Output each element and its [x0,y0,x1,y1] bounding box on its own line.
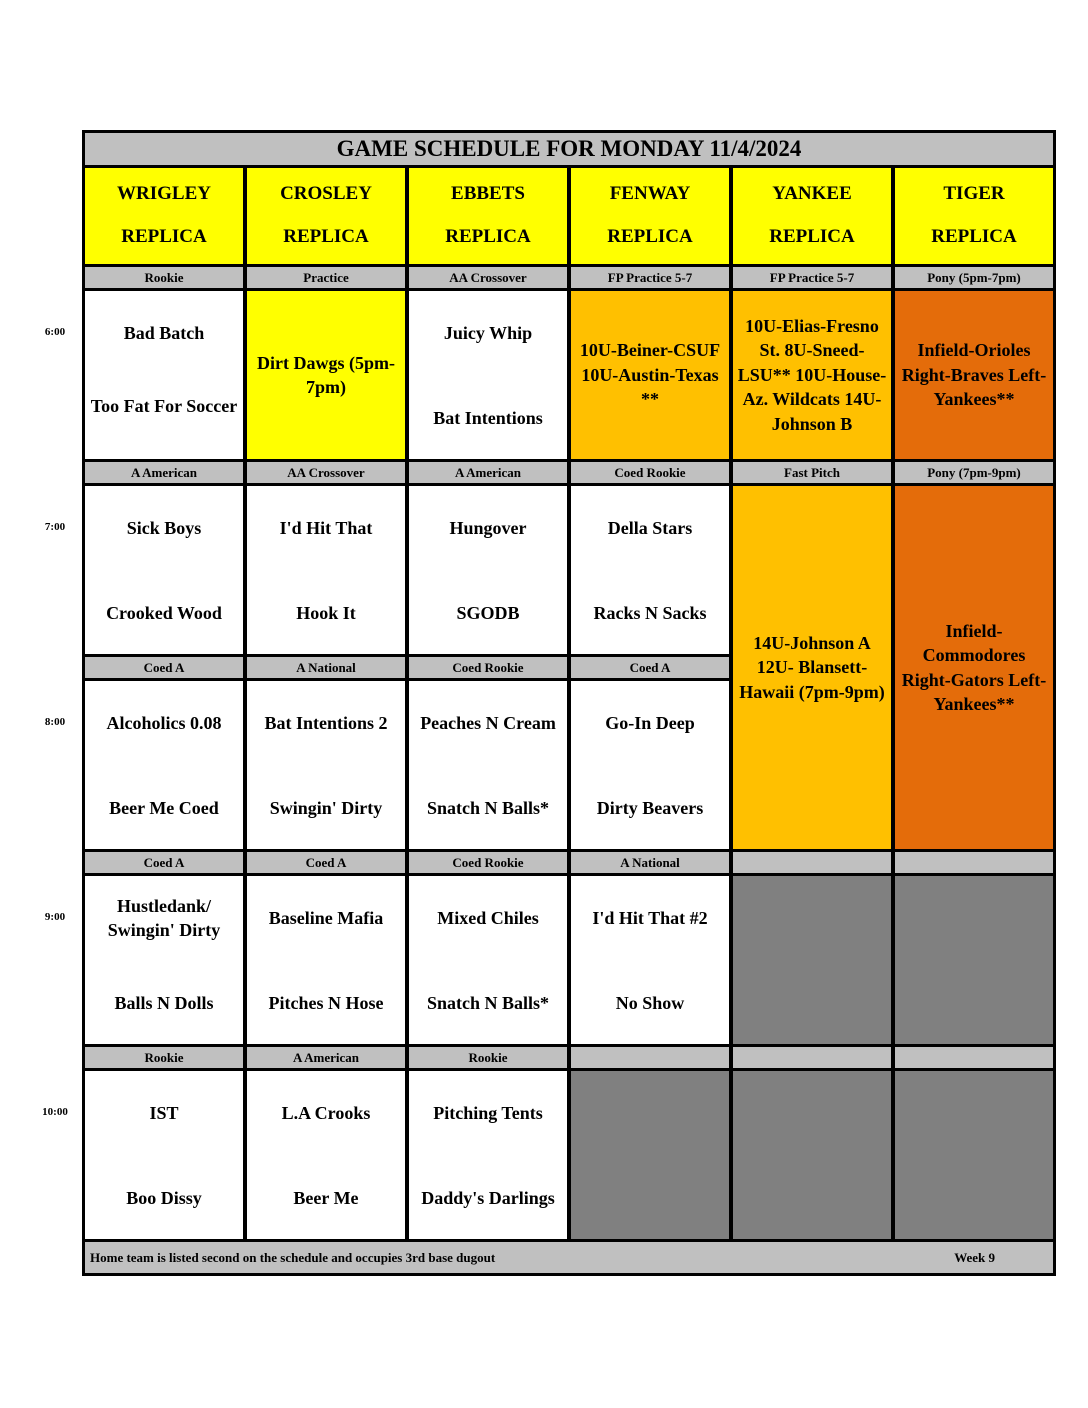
game-cell [571,681,729,849]
home-team: Daddy's Darlings [421,1188,555,1208]
division-label: Coed A [85,852,243,873]
game-cell [409,486,567,654]
practice-cell: Dirt Dawgs (5pm-7pm) [247,291,405,459]
division-label-empty [733,852,891,873]
time-label: 8:00 [44,716,66,728]
venue-header-tiger [895,168,1053,264]
away-team: Della Stars [607,518,693,538]
home-team: Crooked Wood [106,603,222,623]
venue-sub: REPLICA [121,225,207,247]
game-cell [571,486,729,654]
division-label: Rookie [85,267,243,288]
away-team: Pitching Tents [433,1103,543,1123]
division-label: Rookie [409,1047,567,1068]
home-team: Beer Me [293,1188,359,1208]
division-label: A National [571,852,729,873]
venue-sub: REPLICA [931,225,1017,247]
venue-name: EBBETS [451,182,525,204]
pony-cell: Infield-Commodores Right-Gators Left-Yankees** [895,486,1053,849]
unavailable-cell [895,1071,1053,1239]
division-label: FP Practice 5-7 [733,267,891,288]
fastpitch-practice-cell: 10U-Elias-Fresno St. 8U-Sneed-LSU** 10U-House-Az. Wildcats 14U-Johnson B [733,291,891,459]
week-label: Week 9 [954,1249,995,1265]
division-label: Rookie [85,1047,243,1068]
home-team: No Show [615,993,685,1013]
venue-header-fenway [571,168,729,264]
away-team: Bad Batch [123,323,205,343]
venue-name: CROSLEY [280,182,372,204]
away-team: IST [149,1103,179,1123]
game-cell [85,1071,243,1239]
division-label-empty [733,1047,891,1068]
game-cell [247,681,405,849]
home-team: Bat Intentions [433,408,543,428]
game-cell [409,876,567,1044]
division-label: Pony (7pm-9pm) [895,462,1053,483]
division-label: A American [409,462,567,483]
home-team: Balls N Dolls [114,993,214,1013]
venue-sub: REPLICA [283,225,369,247]
venue-header-yankee [733,168,891,264]
division-label: AA Crossover [409,267,567,288]
home-team: Racks N Sacks [593,603,707,623]
away-team: I'd Hit That [279,518,373,538]
division-label-empty [895,852,1053,873]
division-label: AA Crossover [247,462,405,483]
division-label: A American [85,462,243,483]
away-team: Juicy Whip [443,323,533,343]
game-cell [247,1071,405,1239]
venue-sub: REPLICA [445,225,531,247]
home-team: Too Fat For Soccer [90,396,238,416]
home-team: Pitches N Hose [268,993,384,1013]
time-label: 7:00 [44,521,66,533]
away-team: Peaches N Cream [420,713,556,733]
away-team: Hungover [449,518,527,538]
venue-sub: REPLICA [769,225,855,247]
unavailable-cell [733,1071,891,1239]
home-team: Dirty Beavers [596,798,704,818]
division-label: Pony (5pm-7pm) [895,267,1053,288]
division-label-empty [895,1047,1053,1068]
schedule-table [82,130,1056,1276]
away-team: I'd Hit That #2 [592,908,708,928]
game-cell [85,486,243,654]
game-cell [247,486,405,654]
division-label: Coed A [571,657,729,678]
home-team: Swingin' Dirty [269,798,383,818]
division-label: Coed Rookie [571,462,729,483]
away-team: Baseline Mafia [268,908,384,928]
time-label: 10:00 [42,1106,68,1118]
away-team: Go-In Deep [605,713,695,733]
division-label: FP Practice 5-7 [571,267,729,288]
division-label: Coed Rookie [409,657,567,678]
venue-name: TIGER [943,182,1005,204]
time-label: 9:00 [44,911,66,923]
game-cell [85,681,243,849]
home-team: Boo Dissy [126,1188,202,1208]
division-label: A National [247,657,405,678]
game-cell [85,876,243,1044]
unavailable-cell [571,1071,729,1239]
division-label: Practice [247,267,405,288]
division-label: Coed A [85,657,243,678]
pony-cell: Infield-Orioles Right-Braves Left-Yankees** [895,291,1053,459]
home-team: Snatch N Balls* [426,798,550,818]
schedule-title: GAME SCHEDULE FOR MONDAY 11/4/2024 [85,133,1053,165]
unavailable-cell [895,876,1053,1044]
fastpitch-practice-cell: 10U-Beiner-CSUF 10U-Austin-Texas ** [571,291,729,459]
footer [85,1242,1053,1273]
game-cell [409,291,567,459]
away-team: L.A Crooks [281,1103,371,1123]
home-team: SGODB [456,603,520,623]
game-cell [247,876,405,1044]
unavailable-cell [733,876,891,1044]
venue-name: FENWAY [609,182,691,204]
division-label-empty [571,1047,729,1068]
venue-name: WRIGLEY [117,182,211,204]
game-cell [409,681,567,849]
division-label: Coed A [247,852,405,873]
game-cell [85,291,243,459]
away-team: Hustledank/ Swingin' Dirty [107,896,221,940]
home-team: Hook It [296,603,356,623]
home-team: Snatch N Balls* [426,993,550,1013]
division-label: Coed Rookie [409,852,567,873]
venue-name: YANKEE [772,182,852,204]
home-team: Beer Me Coed [109,798,219,818]
footer-note: Home team is listed second on the schedule and occupies 3rd base dugout [90,1249,496,1265]
away-team: Mixed Chiles [437,908,539,928]
away-team: Alcoholics 0.08 [106,713,222,733]
venue-header-ebbets [409,168,567,264]
venue-header-wrigley [85,168,243,264]
division-label: Fast Pitch [733,462,891,483]
venue-sub: REPLICA [607,225,693,247]
fastpitch-game-cell: 14U-Johnson A 12U- Blansett-Hawaii (7pm-9pm) [733,486,891,849]
time-label: 6:00 [44,326,66,338]
away-team: Sick Boys [126,518,202,538]
venue-header-crosley [247,168,405,264]
game-cell [571,876,729,1044]
division-label: A American [247,1047,405,1068]
away-team: Bat Intentions 2 [264,713,388,733]
game-cell [409,1071,567,1239]
